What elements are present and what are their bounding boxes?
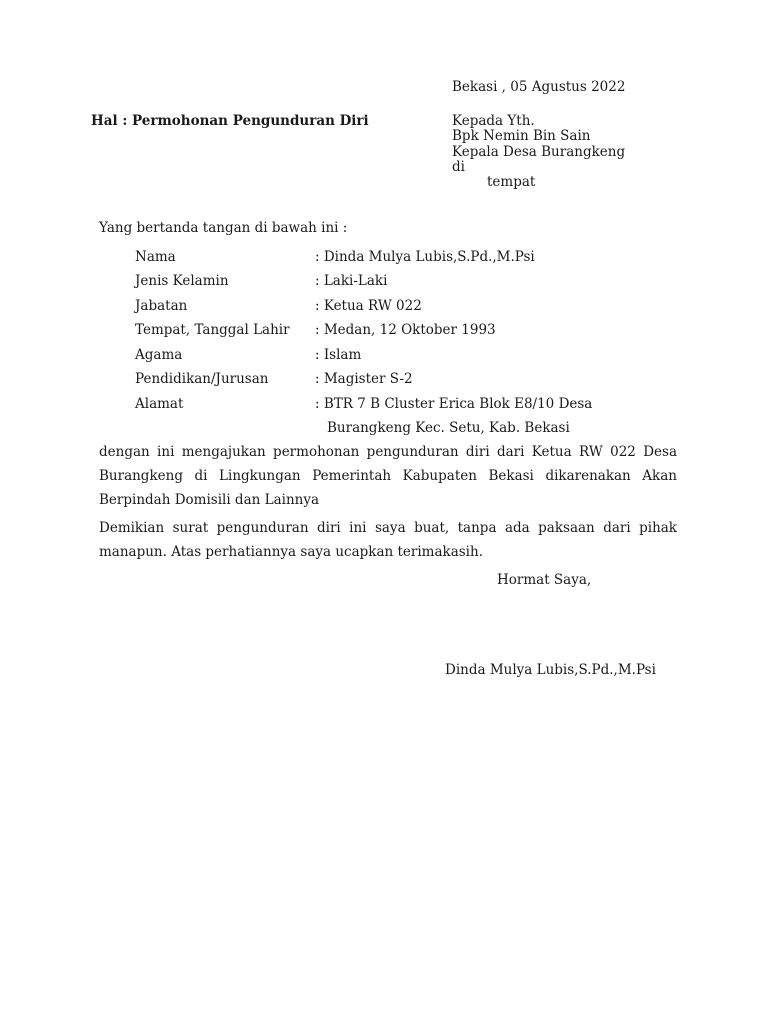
identity-label: Agama (135, 347, 183, 363)
recipient-title: Kepala Desa Burangkeng (452, 144, 626, 160)
identity-value: : Laki-Laki (315, 273, 388, 289)
identity-row-ttl (135, 320, 695, 340)
identity-value: : Magister S-2 (315, 371, 413, 387)
subject-line: Hal : Permohonan Pengunduran Diri (91, 113, 369, 129)
identity-label: Pendidikan/Jurusan (135, 371, 269, 387)
identity-value: : BTR 7 B Cluster Erica Blok E8/10 Desa (315, 396, 593, 412)
closing-salutation: Hormat Saya, (497, 572, 592, 588)
identity-label: Jabatan (135, 298, 188, 314)
identity-row-alamat (135, 394, 695, 414)
identity-label: Nama (135, 249, 176, 265)
recipient-name: Bpk Nemin Bin Sain (452, 128, 591, 144)
identity-row-nama (135, 247, 695, 267)
address-continuation: Burangkeng Kec. Setu, Kab. Bekasi (327, 420, 570, 436)
intro-text: Yang bertanda tangan di bawah ini : (99, 220, 348, 236)
body-paragraph-1: dengan ini mengajukan permohonan pengunduran diri dari Ketua RW 022 Desa Burangkeng di Lingkungan Pemerintah Kabupaten Bekasi dikarenakan Akan Berpindah Domisili dan Lainnya (99, 444, 677, 508)
identity-value: : Medan, 12 Oktober 1993 (315, 322, 496, 338)
recipient-di: di (452, 159, 465, 175)
place-date: Bekasi , 05 Agustus 2022 (452, 79, 626, 95)
identity-label: Jenis Kelamin (135, 273, 229, 289)
identity-value: : Ketua RW 022 (315, 298, 422, 314)
recipient-line-1: Kepada Yth. (452, 113, 535, 129)
identity-label: Alamat (135, 396, 184, 412)
body-paragraph-2: Demikian surat pengunduran diri ini saya buat, tanpa ada paksaan dari pihak manapun. Atas perhatiannya saya ucapkan terimakasih. (99, 520, 677, 560)
recipient-place: tempat (487, 174, 536, 190)
identity-row-agama (135, 345, 695, 365)
identity-row-jenis-kelamin (135, 271, 695, 291)
identity-label: Tempat, Tanggal Lahir (135, 322, 290, 338)
identity-row-jabatan (135, 296, 695, 316)
signatory-name: Dinda Mulya Lubis,S.Pd.,M.Psi (445, 662, 656, 678)
identity-value: : Islam (315, 347, 362, 363)
identity-value: : Dinda Mulya Lubis,S.Pd.,M.Psi (315, 249, 535, 265)
identity-row-pendidikan (135, 369, 695, 389)
